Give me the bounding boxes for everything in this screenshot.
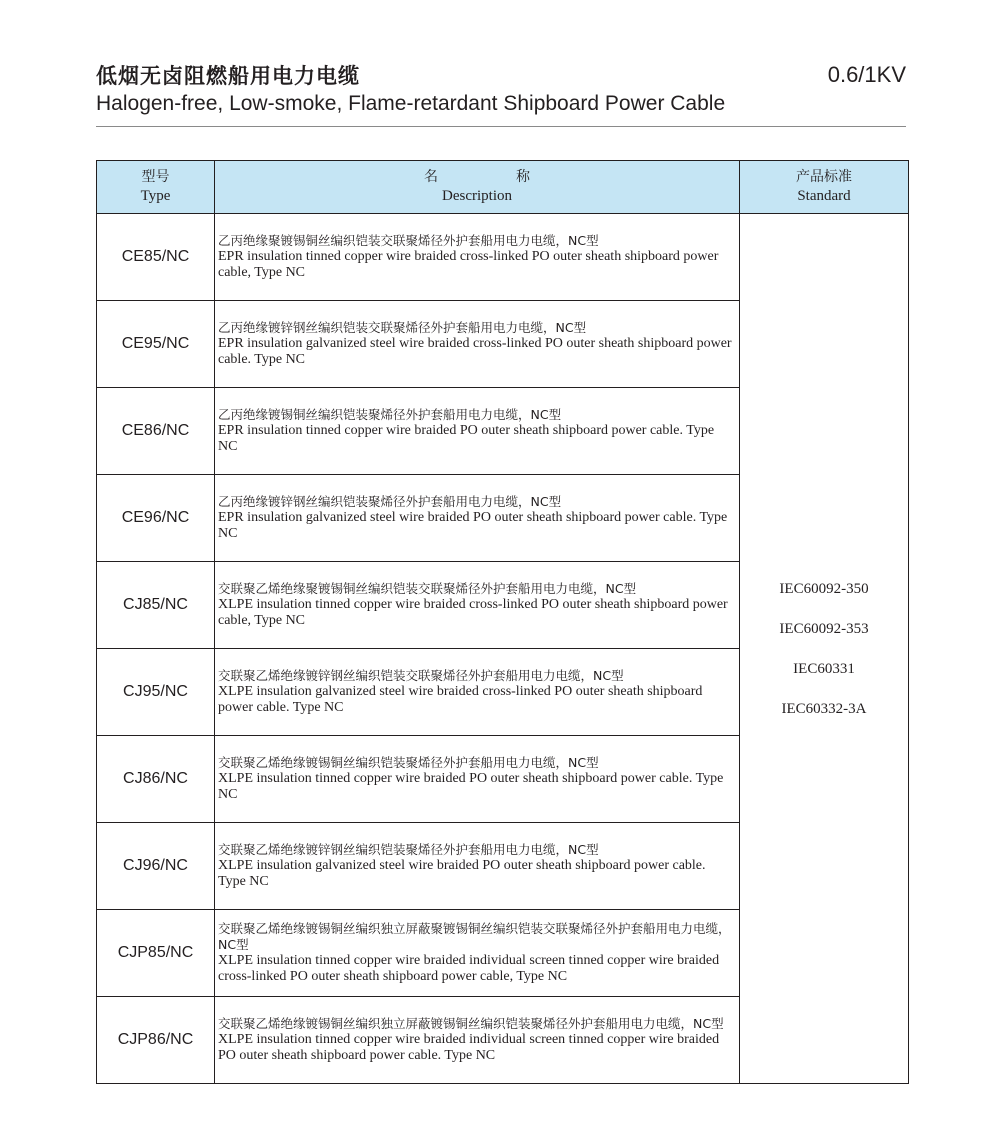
cable-description: [215, 736, 740, 823]
cable-type: CE95/NC: [97, 301, 215, 388]
column-header-en: Standard: [797, 188, 851, 204]
column-header-standard: [740, 161, 909, 214]
standard-item: IEC60092-353: [779, 620, 869, 637]
cable-description: [215, 214, 740, 301]
column-header-cn: 产品标准: [796, 169, 852, 185]
column-header-en: Description: [442, 188, 512, 204]
page-title-en: Halogen-free, Low-smoke, Flame-retardant Shipboard Power Cable: [96, 92, 726, 115]
cable-description: [215, 910, 740, 997]
description-en: XLPE insulation tinned copper wire braided cross-linked PO outer sheath shipboard power cable, Type NC: [218, 597, 728, 628]
description-en: XLPE insulation tinned copper wire braided individual screen tinned copper wire braided PO outer sheath shipboard power cable. Type NC: [218, 1032, 720, 1063]
cable-type: CJ85/NC: [97, 562, 215, 649]
description-cn: 交联聚乙烯绝缘镀锌钢丝编织铠装交联聚烯径外护套船用电力电缆，NC型: [218, 668, 624, 683]
column-header-cn: 名称: [424, 169, 608, 185]
cable-description: [215, 388, 740, 475]
cable-description: [215, 475, 740, 562]
description-en: XLPE insulation tinned copper wire braided individual screen tinned copper wire braided cross-linked PO outer sheath shipboard power cable, Type NC: [218, 953, 720, 984]
standards-cell: [740, 214, 909, 1084]
description-en: XLPE insulation galvanized steel wire braided cross-linked PO outer sheath shipboard power cable. Type NC: [218, 684, 703, 715]
column-header-en: Type: [140, 188, 171, 204]
description-cn: 乙丙绝缘镀锡铜丝编织铠装聚烯径外护套船用电力电缆，NC型: [218, 407, 562, 422]
description-en: XLPE insulation galvanized steel wire braided PO outer sheath shipboard power cable. Type NC: [218, 858, 706, 889]
cable-type: CJ96/NC: [97, 823, 215, 910]
standard-item: IEC60331: [793, 660, 855, 677]
description-en: XLPE insulation tinned copper wire braided PO outer sheath shipboard power cable. Type NC: [218, 771, 724, 802]
description-cn: 乙丙绝缘聚镀锡铜丝编织铠装交联聚烯径外护套船用电力电缆，NC型: [218, 233, 599, 248]
description-en: EPR insulation tinned copper wire braided cross-linked PO outer sheath shipboard power cable, Type NC: [218, 249, 719, 280]
column-header-cn: 型号: [141, 169, 170, 185]
column-header-description: [215, 161, 740, 214]
standard-item: IEC60092-350: [779, 580, 869, 597]
cable-type: CE86/NC: [97, 388, 215, 475]
cable-type: CE85/NC: [97, 214, 215, 301]
header-divider: [96, 126, 906, 127]
description-en: EPR insulation galvanized steel wire braided cross-linked PO outer sheath shipboard power cable. Type NC: [218, 336, 732, 367]
cable-type: CJ95/NC: [97, 649, 215, 736]
description-cn: 交联聚乙烯绝缘镀锡铜丝编织独立屏蔽聚镀锡铜丝编织铠装交联聚烯径外护套船用电力电缆，NC型: [218, 921, 731, 952]
cable-type: CJP85/NC: [97, 910, 215, 997]
description-cn: 交联聚乙烯绝缘镀锌钢丝编织铠装聚烯径外护套船用电力电缆，NC型: [218, 842, 599, 857]
cable-type: CJP86/NC: [97, 997, 215, 1084]
cable-description: [215, 997, 740, 1084]
description-en: EPR insulation tinned copper wire braided PO outer sheath shipboard power cable. Type NC: [218, 423, 715, 454]
description-en: EPR insulation galvanized steel wire braided PO outer sheath shipboard power cable. Type NC: [218, 510, 728, 541]
column-header-type: [97, 161, 215, 214]
cable-spec-table: [96, 160, 909, 1084]
table-row: [97, 214, 909, 301]
page-title-cn: 低烟无卤阻燃船用电力电缆: [96, 64, 360, 88]
description-cn: 乙丙绝缘镀锌钢丝编织铠装聚烯径外护套船用电力电缆，NC型: [218, 494, 562, 509]
cable-description: [215, 301, 740, 388]
description-cn: 交联聚乙烯绝缘聚镀锡铜丝编织铠装交联聚烯径外护套船用电力电缆，NC型: [218, 581, 637, 596]
description-cn: 交联聚乙烯绝缘镀锡铜丝编织独立屏蔽镀锡铜丝编织铠装聚烯径外护套船用电力电缆，NC型: [218, 1016, 724, 1031]
description-cn: 交联聚乙烯绝缘镀锡铜丝编织铠装聚烯径外护套船用电力电缆，NC型: [218, 755, 599, 770]
table-header-row: [97, 161, 909, 214]
voltage-rating: 0.6/1KV: [827, 62, 906, 87]
standard-item: IEC60332-3A: [781, 700, 867, 717]
description-cn: 乙丙绝缘镀锌钢丝编织铠装交联聚烯径外护套船用电力电缆，NC型: [218, 320, 587, 335]
cable-description: [215, 562, 740, 649]
cable-type: CJ86/NC: [97, 736, 215, 823]
cable-description: [215, 823, 740, 910]
cable-description: [215, 649, 740, 736]
cable-type: CE96/NC: [97, 475, 215, 562]
